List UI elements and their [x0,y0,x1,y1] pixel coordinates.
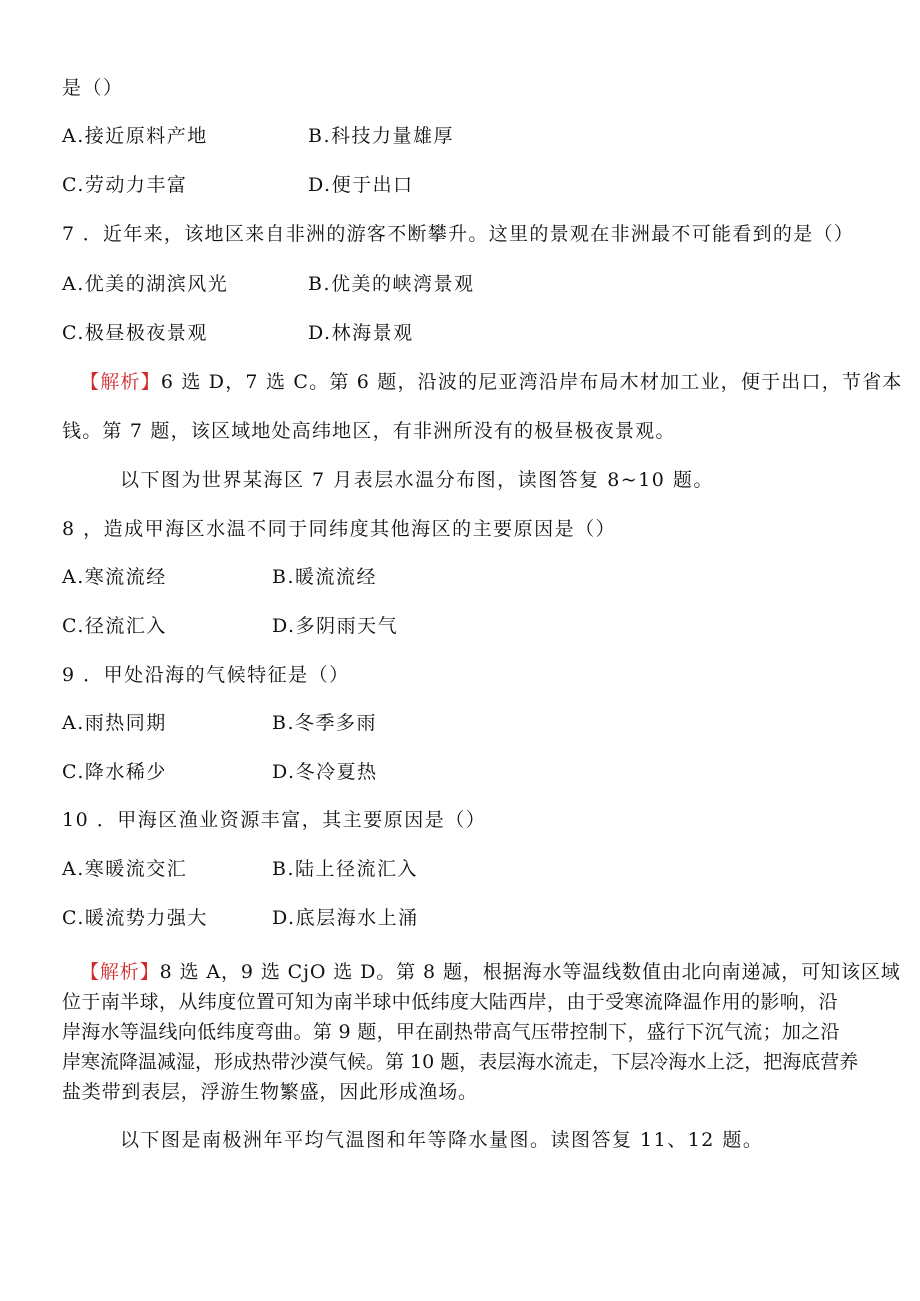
q8-option-c: C.径流汇入 [62,615,167,637]
q10-option-c: C.暖流势力强大 [62,907,208,929]
q9-option-b: B.冬季多雨 [272,712,378,734]
q9-option-c: C.降水稀少 [62,761,167,783]
q7-option-d: D.林海景观 [308,322,414,344]
analysis-2-text-1: 8 选 A，9 选 CjO 选 D。第 8 题，根据海水等温线数值由北向南递减，可知该区域 [159,961,901,983]
q9-option-a: A.雨热同期 [62,712,167,734]
analysis-1-line-2: 钱。第 7 题，该区域地处高纬地区，有非洲所没有的极昼极夜景观。 [62,420,676,442]
analysis-2-tag: 【解析】 [80,961,160,983]
q6-option-d: D.便于出口 [308,174,414,196]
q7-stem: 7 ．近年来，该地区来自非洲的游客不断攀升。这里的景观在非洲最不可能看到的是（） [62,223,855,245]
analysis-2-line-1 [80,960,901,984]
intro-8-10: 以下图为世界某海区 7 月表层水温分布图，读图答复 8~10 题。 [120,469,714,491]
analysis-2-line-2: 位于南半球，从纬度位置可知为南半球中低纬度大陆西岸，由于受寒流降温作用的影响，沿 [62,991,839,1013]
analysis-2-line-3: 岸海水等温线向低纬度弯曲。第 9 题，甲在副热带高气压带控制下，盛行下沉气流；加之沿 [62,1021,840,1043]
analysis-1-line-1 [80,370,903,394]
q10-option-b: B.陆上径流汇入 [272,858,419,880]
q10-stem: 10 ．甲海区渔业资源丰富，其主要原因是（） [62,809,487,831]
q8-stem: 8 ，造成甲海区水温不同于同纬度其他海区的主要原因是（） [62,518,617,540]
q6-stem-tail: 是（） [62,77,124,99]
q7-option-c: C.极昼极夜景观 [62,322,208,344]
analysis-1-tag: 【解析】 [80,371,161,393]
q7-option-a: A.优美的湖滨风光 [62,273,229,295]
q6-option-b: B.科技力量雄厚 [308,125,455,147]
q9-option-d: D.冬冷夏热 [272,761,378,783]
q6-option-a: A.接近原料产地 [62,125,208,147]
q9-stem: 9 ．甲处沿海的气候特征是（） [62,664,350,686]
q8-option-a: A.寒流流经 [62,566,167,588]
q8-option-d: D.多阴雨天气 [272,615,399,637]
q6-option-c: C.劳动力丰富 [62,174,188,196]
intro-11-12: 以下图是南极洲年平均气温图和年等降水量图。读图答复 11、12 题。 [120,1129,764,1151]
analysis-2-line-4: 岸寒流降温减湿，形成热带沙漠气候。第 10 题，表层海水流走，下层冷海水上泛，把海底营养 [62,1051,859,1073]
q10-option-d: D.底层海水上涌 [272,907,419,929]
q8-option-b: B.暖流流经 [272,566,378,588]
q10-option-a: A.寒暖流交汇 [62,858,188,880]
analysis-2-line-5: 盐类带到表层，浮游生物繁盛，因此形成渔场。 [62,1081,478,1103]
q7-option-b: B.优美的峡湾景观 [308,273,475,295]
analysis-1-text-1: 6 选 D，7 选 C。第 6 题，沿波的尼亚湾沿岸布局木材加工业，便于出口，节省本 [160,371,903,393]
